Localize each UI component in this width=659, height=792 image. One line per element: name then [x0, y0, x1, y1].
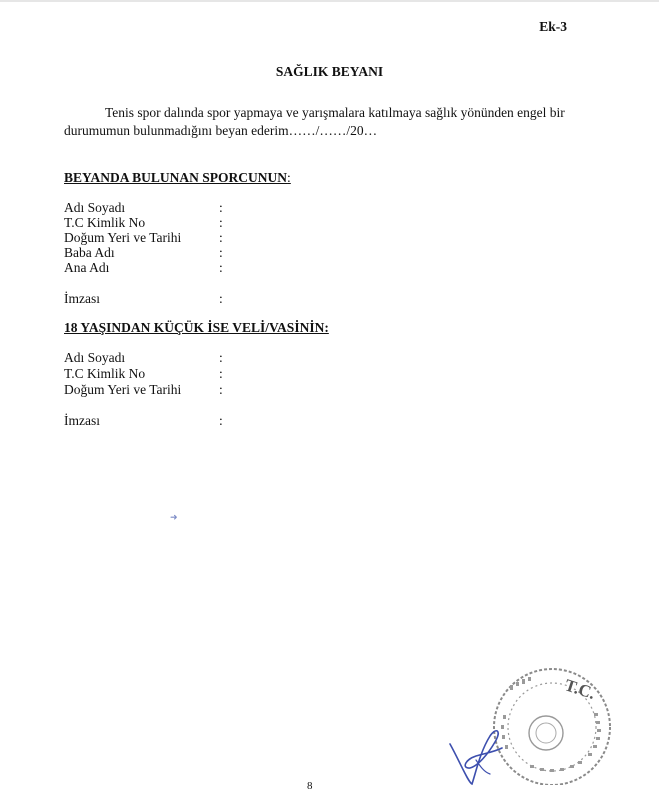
athlete-field-mother-name — [64, 260, 244, 276]
athlete-field-father-name — [64, 245, 244, 261]
signature-scribble — [440, 722, 520, 792]
athlete-heading-colon: : — [287, 170, 291, 185]
field-label: İmzası — [64, 291, 100, 306]
guardian-field-birth-place-date — [64, 382, 244, 398]
guardian-section-heading: 18 YAŞINDAN KÜÇÜK İSE VELİ/VASİNİN: — [64, 320, 329, 335]
field-label: Ana Adı — [64, 260, 110, 275]
field-label: Adı Soyadı — [64, 350, 126, 365]
field-colon: : — [219, 413, 223, 428]
field-colon: : — [219, 230, 223, 245]
field-label: T.C Kimlik No — [64, 366, 146, 381]
field-colon: : — [219, 366, 223, 381]
athlete-section-heading — [64, 170, 291, 186]
field-colon: : — [219, 245, 223, 260]
field-label: Baba Adı — [64, 245, 115, 260]
field-colon: : — [219, 291, 223, 306]
field-label: Doğum Yeri ve Tarihi — [64, 382, 182, 397]
field-colon: : — [219, 350, 223, 365]
guardian-field-id-number — [64, 366, 244, 382]
annex-label: Ek-3 — [539, 19, 567, 34]
field-label: Adı Soyadı — [64, 200, 126, 215]
field-colon: : — [219, 200, 223, 215]
signature-graphic — [440, 722, 520, 787]
page-title: SAĞLIK BEYANI — [275, 64, 384, 79]
field-colon: : — [219, 260, 223, 275]
athlete-field-name — [64, 200, 244, 216]
page-number: 8 — [307, 780, 313, 792]
guardian-field-signature — [64, 413, 244, 429]
field-label: İmzası — [64, 413, 100, 428]
athlete-field-signature — [64, 291, 244, 307]
field-label: T.C Kimlik No — [64, 215, 146, 230]
declaration-paragraph: Tenis spor dalında spor yapmaya ve yarışmalara katılmaya sağlık yönünden engel bir durumumun bulunmadığını beyan ederim……/……/20… — [64, 105, 565, 138]
athlete-field-birth-place-date — [64, 230, 244, 246]
stamp-text: T.C. — [562, 675, 598, 703]
field-colon: : — [219, 215, 223, 230]
field-colon: : — [219, 382, 223, 397]
athlete-heading-text: BEYANDA BULUNAN SPORCUNUN — [64, 170, 288, 185]
scan-mark-icon: ➜ — [170, 512, 178, 522]
athlete-field-id-number — [64, 215, 244, 231]
guardian-field-name — [64, 350, 244, 366]
page-top-border — [0, 0, 659, 2]
field-label: Doğum Yeri ve Tarihi — [64, 230, 182, 245]
